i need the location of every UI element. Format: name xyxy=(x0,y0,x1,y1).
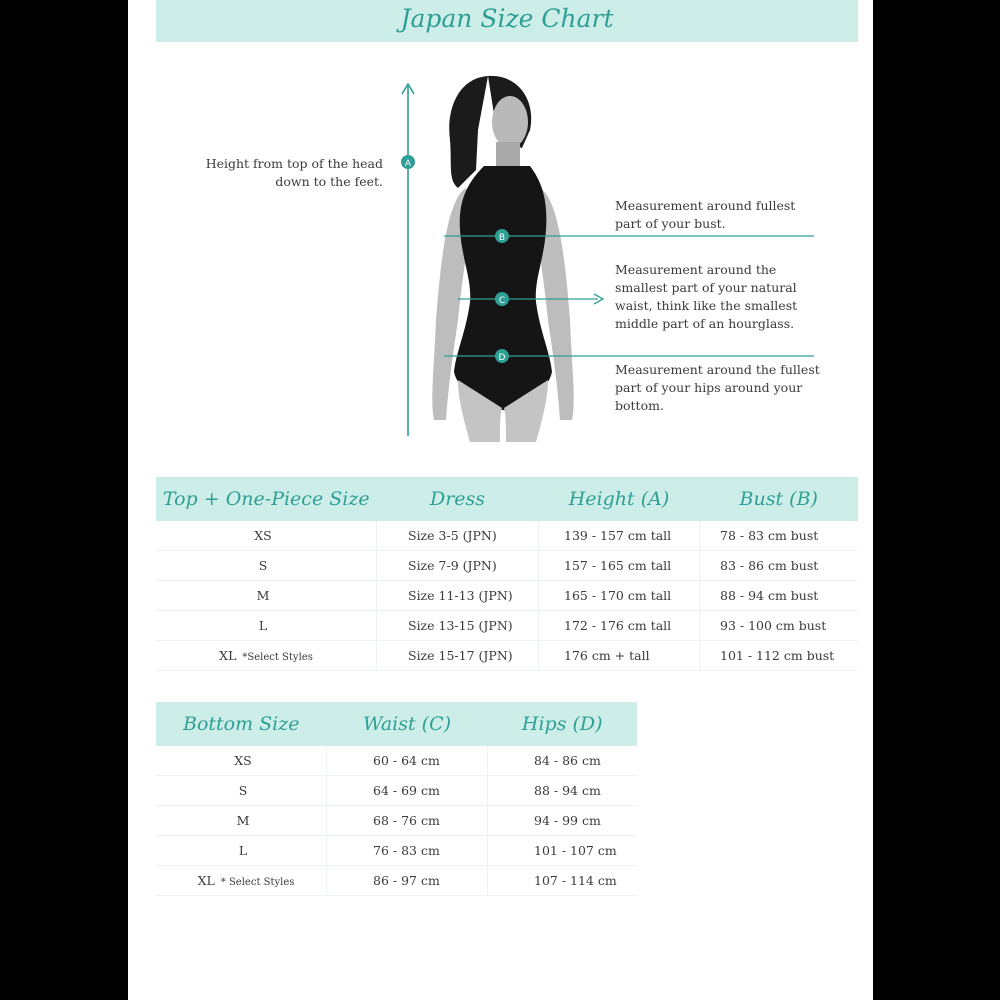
hips-cell: 107 - 114 cm xyxy=(488,866,638,896)
waist-cell: 60 - 64 cm xyxy=(327,746,488,776)
table-header-row xyxy=(156,477,858,521)
table-row xyxy=(156,641,858,671)
dress-cell: Size 15-17 (JPN) xyxy=(377,641,539,671)
measurement-figure xyxy=(128,60,873,450)
hips-cell: 88 - 94 cm xyxy=(488,776,638,806)
size-cell: S xyxy=(156,551,377,581)
table-row xyxy=(156,551,858,581)
hips-description: Measurement around the fullest part of your hips around your bottom. xyxy=(615,362,820,413)
waist-description: Measurement around the smallest part of your natural waist, think like the smallest middle part of an hourglass. xyxy=(615,262,798,331)
size-cell: M xyxy=(156,581,377,611)
waist-cell: 68 - 76 cm xyxy=(327,806,488,836)
table-row xyxy=(156,806,637,836)
height-description: Height from top of the head down to the feet. xyxy=(205,156,383,189)
dress-cell: Size 3-5 (JPN) xyxy=(377,521,539,551)
bust-cell: 83 - 86 cm bust xyxy=(700,551,859,581)
size-cell: L xyxy=(156,611,377,641)
header-hips: Hips (D) xyxy=(488,702,638,746)
marker-c: C xyxy=(498,296,506,306)
header-dress: Dress xyxy=(377,477,539,521)
size-cell: XS xyxy=(156,521,377,551)
dress-cell: Size 13-15 (JPN) xyxy=(377,611,539,641)
height-cell: 165 - 170 cm tall xyxy=(539,581,700,611)
marker-d: D xyxy=(498,353,506,363)
table-row xyxy=(156,611,858,641)
bust-description: Measurement around fullest part of your bust. xyxy=(615,198,796,231)
size-cell: XL *Select Styles xyxy=(156,641,377,671)
bust-cell: 101 - 112 cm bust xyxy=(700,641,859,671)
marker-a: A xyxy=(404,159,412,169)
table-row xyxy=(156,581,858,611)
size-cell: XL * Select Styles xyxy=(156,866,327,896)
dress-cell: Size 11-13 (JPN) xyxy=(377,581,539,611)
height-cell: 139 - 157 cm tall xyxy=(539,521,700,551)
marker-b: B xyxy=(498,233,506,243)
bust-cell: 88 - 94 cm bust xyxy=(700,581,859,611)
bottom-size-table xyxy=(156,702,637,896)
bust-cell: 78 - 83 cm bust xyxy=(700,521,859,551)
size-cell: L xyxy=(156,836,327,866)
bust-cell: 93 - 100 cm bust xyxy=(700,611,859,641)
header-waist: Waist (C) xyxy=(327,702,488,746)
hips-cell: 84 - 86 cm xyxy=(488,746,638,776)
header-bust: Bust (B) xyxy=(700,477,859,521)
height-cell: 172 - 176 cm tall xyxy=(539,611,700,641)
height-cell: 176 cm + tall xyxy=(539,641,700,671)
table-row xyxy=(156,866,637,896)
dress-cell: Size 7-9 (JPN) xyxy=(377,551,539,581)
waist-cell: 64 - 69 cm xyxy=(327,776,488,806)
waist-cell: 76 - 83 cm xyxy=(327,836,488,866)
table-row xyxy=(156,521,858,551)
header-top-size: Top + One-Piece Size xyxy=(156,477,377,521)
header-bottom-size: Bottom Size xyxy=(156,702,327,746)
title-band xyxy=(156,0,858,42)
page-title: Japan Size Chart xyxy=(400,4,614,33)
top-size-table xyxy=(156,477,858,671)
size-cell: M xyxy=(156,806,327,836)
size-chart-page xyxy=(128,0,873,1000)
header-height: Height (A) xyxy=(539,477,700,521)
hips-cell: 94 - 99 cm xyxy=(488,806,638,836)
size-cell: XS xyxy=(156,746,327,776)
table-row xyxy=(156,836,637,866)
size-cell: S xyxy=(156,776,327,806)
hips-cell: 101 - 107 cm xyxy=(488,836,638,866)
table-row xyxy=(156,776,637,806)
waist-cell: 86 - 97 cm xyxy=(327,866,488,896)
table-header-row xyxy=(156,702,637,746)
table-row xyxy=(156,746,637,776)
height-cell: 157 - 165 cm tall xyxy=(539,551,700,581)
